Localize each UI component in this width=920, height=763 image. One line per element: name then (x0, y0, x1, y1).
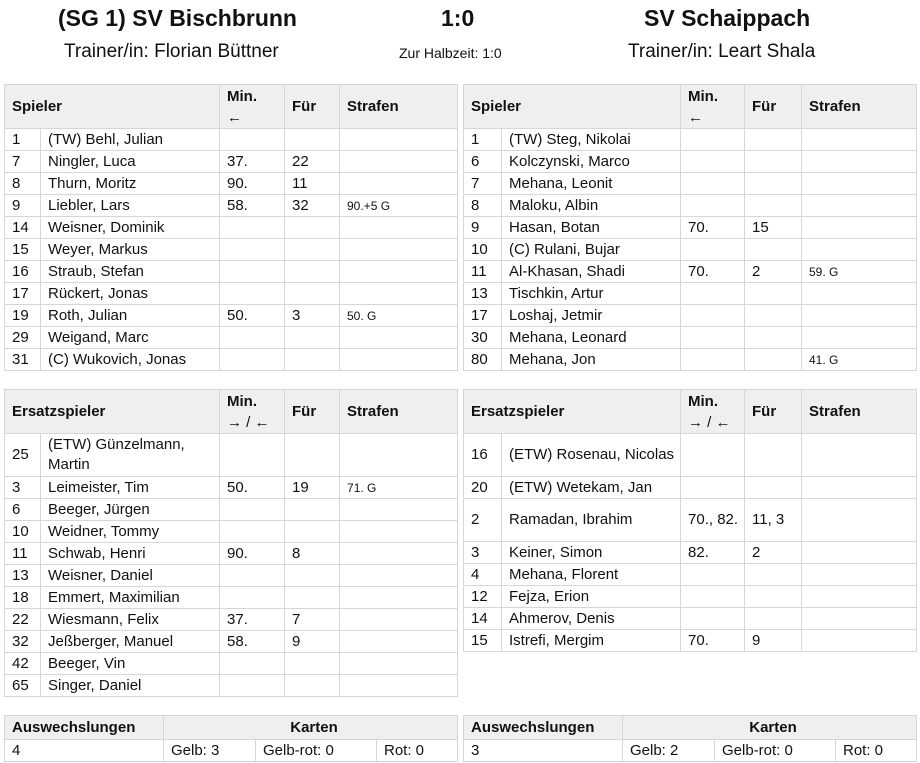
red-cards: Rot: 0 (377, 740, 458, 762)
player-number: 65 (5, 675, 41, 697)
home-trainer: Trainer/in: Florian Büttner (64, 41, 279, 62)
player-name: Singer, Daniel (41, 675, 220, 697)
player-name: Weidner, Tommy (41, 521, 220, 543)
player-name: Mehana, Florent (502, 564, 681, 586)
for-header: Für (285, 85, 340, 129)
arrow-out-icon: ← (227, 108, 242, 126)
substitution-minute: 70. (681, 261, 745, 283)
player-number: 13 (464, 283, 502, 305)
substitution-minute (681, 151, 745, 173)
player-row (464, 261, 917, 283)
player-penalties (340, 675, 458, 697)
player-penalties (340, 434, 458, 477)
substituted-for (285, 239, 340, 261)
substituted-for (285, 327, 340, 349)
player-name: Ningler, Luca (41, 151, 220, 173)
player-number: 1 (5, 129, 41, 151)
arrow-inout-icon: → / ← (227, 413, 270, 431)
player-row (464, 195, 917, 217)
player-name: Istrefi, Mergim (502, 630, 681, 652)
for-header: Für (285, 390, 340, 434)
player-row (464, 217, 917, 239)
player-penalties (802, 195, 917, 217)
player-penalties (340, 217, 458, 239)
player-name: Straub, Stefan (41, 261, 220, 283)
substituted-for (285, 349, 340, 371)
player-penalties (340, 349, 458, 371)
player-row (5, 349, 458, 371)
player-penalties (340, 565, 458, 587)
minute-label: Min. (688, 392, 719, 410)
substituted-for (745, 305, 802, 327)
for-header: Für (745, 85, 802, 129)
substitution-minute (681, 195, 745, 217)
substitution-minute: 50. (220, 477, 285, 499)
substituted-for (745, 564, 802, 586)
player-row (464, 283, 917, 305)
player-number: 6 (464, 151, 502, 173)
substitution-minute: 37. (220, 609, 285, 631)
substitution-minute (681, 327, 745, 349)
player-row (5, 477, 458, 499)
player-row (5, 521, 458, 543)
player-row (5, 565, 458, 587)
player-number: 18 (5, 587, 41, 609)
substitution-minute (681, 349, 745, 371)
player-name: Liebler, Lars (41, 195, 220, 217)
player-row (5, 543, 458, 565)
player-number: 42 (5, 653, 41, 675)
substituted-for (745, 151, 802, 173)
substitution-minute (220, 261, 285, 283)
player-number: 10 (464, 239, 502, 261)
player-penalties (802, 564, 917, 586)
player-name: Loshaj, Jetmir (502, 305, 681, 327)
player-name: Beeger, Jürgen (41, 499, 220, 521)
substitution-minute (220, 283, 285, 305)
substituted-for (745, 586, 802, 608)
player-row (5, 499, 458, 521)
substitution-minute (220, 349, 285, 371)
player-name: (TW) Behl, Julian (41, 129, 220, 151)
player-number: 20 (464, 477, 502, 499)
substituted-for (285, 217, 340, 239)
player-row (5, 195, 458, 217)
player-number: 80 (464, 349, 502, 371)
player-name: Ramadan, Ibrahim (502, 499, 681, 542)
player-number: 19 (5, 305, 41, 327)
player-row (5, 305, 458, 327)
penalties-header: Strafen (340, 85, 458, 129)
substitution-minute (681, 173, 745, 195)
player-penalties (802, 305, 917, 327)
substitution-minute (220, 521, 285, 543)
substituted-for (745, 477, 802, 499)
substituted-for (745, 173, 802, 195)
player-number: 14 (5, 217, 41, 239)
player-row (464, 499, 917, 542)
penalties-header: Strafen (340, 390, 458, 434)
player-row (5, 151, 458, 173)
player-row (464, 608, 917, 630)
player-name: Ahmerov, Denis (502, 608, 681, 630)
player-penalties (340, 543, 458, 565)
players-header: Spieler (5, 85, 220, 129)
substituted-for (745, 239, 802, 261)
substituted-for: 15 (745, 217, 802, 239)
substituted-for: 11, 3 (745, 499, 802, 542)
penalties-header: Strafen (802, 85, 917, 129)
substitution-minute: 58. (220, 195, 285, 217)
player-number: 30 (464, 327, 502, 349)
player-row (5, 283, 458, 305)
substituted-for (285, 675, 340, 697)
arrow-inout-icon: → / ← (688, 413, 731, 431)
player-number: 2 (464, 499, 502, 542)
player-name: Tischkin, Artur (502, 283, 681, 305)
player-penalties (802, 327, 917, 349)
player-number: 3 (5, 477, 41, 499)
player-number: 7 (5, 151, 41, 173)
substitution-minute (220, 587, 285, 609)
substituted-for (285, 653, 340, 675)
home-team-name: (SG 1) SV Bischbrunn (58, 5, 297, 31)
player-number: 13 (5, 565, 41, 587)
substitution-minute (220, 129, 285, 151)
player-row (464, 129, 917, 151)
player-number: 16 (5, 261, 41, 283)
substitution-minute: 70. (681, 217, 745, 239)
player-row (464, 173, 917, 195)
player-row (5, 587, 458, 609)
substitution-minute (681, 434, 745, 477)
player-number: 6 (5, 499, 41, 521)
player-penalties (802, 608, 917, 630)
player-name: (C) Wukovich, Jonas (41, 349, 220, 371)
player-number: 7 (464, 173, 502, 195)
player-number: 4 (464, 564, 502, 586)
substitution-minute (220, 239, 285, 261)
substituted-for: 7 (285, 609, 340, 631)
player-name: (ETW) Wetekam, Jan (502, 477, 681, 499)
player-number: 17 (5, 283, 41, 305)
away-trainer: Trainer/in: Leart Shala (628, 41, 816, 62)
player-name: Maloku, Albin (502, 195, 681, 217)
player-number: 8 (5, 173, 41, 195)
away-team-name: SV Schaippach (644, 5, 811, 31)
player-name: Thurn, Moritz (41, 173, 220, 195)
player-row (5, 631, 458, 653)
red-cards: Rot: 0 (836, 740, 917, 762)
player-number: 16 (464, 434, 502, 477)
player-penalties (802, 129, 917, 151)
player-name: Mehana, Leonard (502, 327, 681, 349)
substitution-minute (681, 305, 745, 327)
player-name: (TW) Steg, Nikolai (502, 129, 681, 151)
player-penalties (802, 630, 917, 652)
player-name: Hasan, Botan (502, 217, 681, 239)
player-row (464, 630, 917, 652)
substituted-for (285, 499, 340, 521)
player-name: Leimeister, Tim (41, 477, 220, 499)
substituted-for: 22 (285, 151, 340, 173)
substituted-for (285, 434, 340, 477)
substituted-for: 11 (285, 173, 340, 195)
player-number: 9 (464, 217, 502, 239)
substitution-minute (220, 217, 285, 239)
player-row (5, 653, 458, 675)
player-name: Kolczynski, Marco (502, 151, 681, 173)
player-row (464, 151, 917, 173)
player-penalties (340, 151, 458, 173)
player-penalties (340, 239, 458, 261)
player-number: 15 (464, 630, 502, 652)
player-penalties (802, 499, 917, 542)
substitution-minute: 82. (681, 542, 745, 564)
substituted-for (745, 434, 802, 477)
minute-label: Min. (227, 392, 258, 410)
substitution-minute (681, 477, 745, 499)
substituted-for (285, 129, 340, 151)
player-name: (ETW) Rosenau, Nicolas (502, 434, 681, 477)
minute-header (681, 390, 745, 434)
player-number: 9 (5, 195, 41, 217)
player-name: (ETW) Günzelmann, Martin (41, 434, 220, 477)
player-name: Weisner, Daniel (41, 565, 220, 587)
yellow-red-cards: Gelb-rot: 0 (715, 740, 836, 762)
player-name: Mehana, Jon (502, 349, 681, 371)
substituted-for (745, 327, 802, 349)
away-summary-table (463, 715, 917, 762)
minute-label: Min. (688, 87, 718, 105)
player-penalties (802, 542, 917, 564)
substituted-for (285, 283, 340, 305)
player-row (464, 477, 917, 499)
player-penalties (340, 173, 458, 195)
away-starters-table (463, 84, 917, 371)
player-name: Roth, Julian (41, 305, 220, 327)
substituted-for (285, 521, 340, 543)
player-name: Mehana, Leonit (502, 173, 681, 195)
substitutes-header: Ersatzspieler (5, 390, 220, 434)
player-row (5, 129, 458, 151)
minute-header (220, 85, 285, 129)
halftime-score: Zur Halbzeit: 1:0 (399, 45, 502, 61)
substituted-for: 19 (285, 477, 340, 499)
player-penalties (340, 653, 458, 675)
substituted-for: 3 (285, 305, 340, 327)
player-penalties (340, 631, 458, 653)
player-number: 31 (5, 349, 41, 371)
substitutions-count: 3 (464, 740, 623, 762)
substituted-for (285, 587, 340, 609)
player-name: (C) Rulani, Bujar (502, 239, 681, 261)
player-penalties: 90.+5 G (340, 195, 458, 217)
player-name: Weisner, Dominik (41, 217, 220, 239)
substituted-for: 2 (745, 542, 802, 564)
player-penalties: 71. G (340, 477, 458, 499)
home-substitutes-table (4, 389, 458, 697)
player-number: 11 (5, 543, 41, 565)
home-starters-table (4, 84, 458, 371)
player-penalties (340, 609, 458, 631)
substitution-minute (681, 608, 745, 630)
substitution-minute (220, 499, 285, 521)
player-penalties (802, 239, 917, 261)
player-number: 1 (464, 129, 502, 151)
away-substitutes-table (463, 389, 917, 652)
substituted-for: 8 (285, 543, 340, 565)
player-number: 22 (5, 609, 41, 631)
player-row (5, 434, 458, 477)
player-number: 12 (464, 586, 502, 608)
player-row (5, 217, 458, 239)
substitution-minute (220, 675, 285, 697)
player-row (464, 327, 917, 349)
substitution-minute: 37. (220, 151, 285, 173)
player-row (464, 239, 917, 261)
player-number: 8 (464, 195, 502, 217)
player-penalties: 50. G (340, 305, 458, 327)
player-number: 10 (5, 521, 41, 543)
player-penalties (340, 499, 458, 521)
penalties-header: Strafen (802, 390, 917, 434)
player-number: 25 (5, 434, 41, 477)
substitutions-header: Auswechslungen (464, 716, 623, 740)
player-name: Al-Khasan, Shadi (502, 261, 681, 283)
player-penalties (802, 173, 917, 195)
minute-label: Min. (227, 87, 257, 105)
player-number: 3 (464, 542, 502, 564)
substitution-minute: 70. (681, 630, 745, 652)
player-penalties (340, 327, 458, 349)
player-number: 32 (5, 631, 41, 653)
substituted-for (745, 195, 802, 217)
substituted-for: 9 (745, 630, 802, 652)
substitution-minute (681, 564, 745, 586)
player-number: 17 (464, 305, 502, 327)
player-penalties (340, 129, 458, 151)
player-penalties (802, 434, 917, 477)
minute-header (220, 390, 285, 434)
player-number: 29 (5, 327, 41, 349)
player-name: Weyer, Markus (41, 239, 220, 261)
substituted-for (745, 608, 802, 630)
substituted-for (745, 349, 802, 371)
player-penalties (802, 586, 917, 608)
cards-header: Karten (164, 716, 458, 740)
player-row (5, 239, 458, 261)
player-penalties: 59. G (802, 261, 917, 283)
player-name: Schwab, Henri (41, 543, 220, 565)
player-name: Wiesmann, Felix (41, 609, 220, 631)
player-penalties (802, 283, 917, 305)
arrow-out-icon: ← (688, 108, 703, 126)
player-name: Jeßberger, Manuel (41, 631, 220, 653)
player-row (5, 261, 458, 283)
substitution-minute (220, 327, 285, 349)
substitution-minute: 90. (220, 543, 285, 565)
substitutions-count: 4 (5, 740, 164, 762)
for-header: Für (745, 390, 802, 434)
substituted-for (745, 129, 802, 151)
player-penalties (340, 283, 458, 305)
substitution-minute (681, 586, 745, 608)
player-row (464, 305, 917, 327)
cards-header: Karten (623, 716, 917, 740)
yellow-cards: Gelb: 3 (164, 740, 256, 762)
substitutes-header: Ersatzspieler (464, 390, 681, 434)
player-row (464, 434, 917, 477)
player-row (464, 542, 917, 564)
home-summary-table (4, 715, 458, 762)
match-score: 1:0 (441, 5, 475, 31)
substituted-for: 2 (745, 261, 802, 283)
player-penalties (802, 151, 917, 173)
minute-header (681, 85, 745, 129)
player-penalties: 41. G (802, 349, 917, 371)
player-number: 15 (5, 239, 41, 261)
player-name: Beeger, Vin (41, 653, 220, 675)
substitution-minute (220, 565, 285, 587)
substitution-minute (681, 283, 745, 305)
yellow-red-cards: Gelb-rot: 0 (256, 740, 377, 762)
player-name: Emmert, Maximilian (41, 587, 220, 609)
substitutions-header: Auswechslungen (5, 716, 164, 740)
player-name: Keiner, Simon (502, 542, 681, 564)
substituted-for: 9 (285, 631, 340, 653)
player-penalties (340, 587, 458, 609)
substitution-minute (220, 434, 285, 477)
yellow-cards: Gelb: 2 (623, 740, 715, 762)
substitution-minute: 70., 82. (681, 499, 745, 542)
substituted-for (285, 565, 340, 587)
player-row (464, 349, 917, 371)
substitution-minute (681, 239, 745, 261)
substituted-for (745, 283, 802, 305)
player-name: Fejza, Erion (502, 586, 681, 608)
substituted-for (285, 261, 340, 283)
player-penalties (802, 477, 917, 499)
player-name: Rückert, Jonas (41, 283, 220, 305)
player-row (464, 564, 917, 586)
player-row (464, 586, 917, 608)
player-penalties (340, 261, 458, 283)
player-row (5, 609, 458, 631)
player-penalties (340, 521, 458, 543)
players-header: Spieler (464, 85, 681, 129)
substitution-minute (681, 129, 745, 151)
substitution-minute (220, 653, 285, 675)
substitution-minute: 90. (220, 173, 285, 195)
player-row (5, 327, 458, 349)
player-row (5, 675, 458, 697)
player-number: 11 (464, 261, 502, 283)
substituted-for: 32 (285, 195, 340, 217)
player-penalties (802, 217, 917, 239)
player-row (5, 173, 458, 195)
substitution-minute: 58. (220, 631, 285, 653)
player-name: Weigand, Marc (41, 327, 220, 349)
player-number: 14 (464, 608, 502, 630)
substitution-minute: 50. (220, 305, 285, 327)
